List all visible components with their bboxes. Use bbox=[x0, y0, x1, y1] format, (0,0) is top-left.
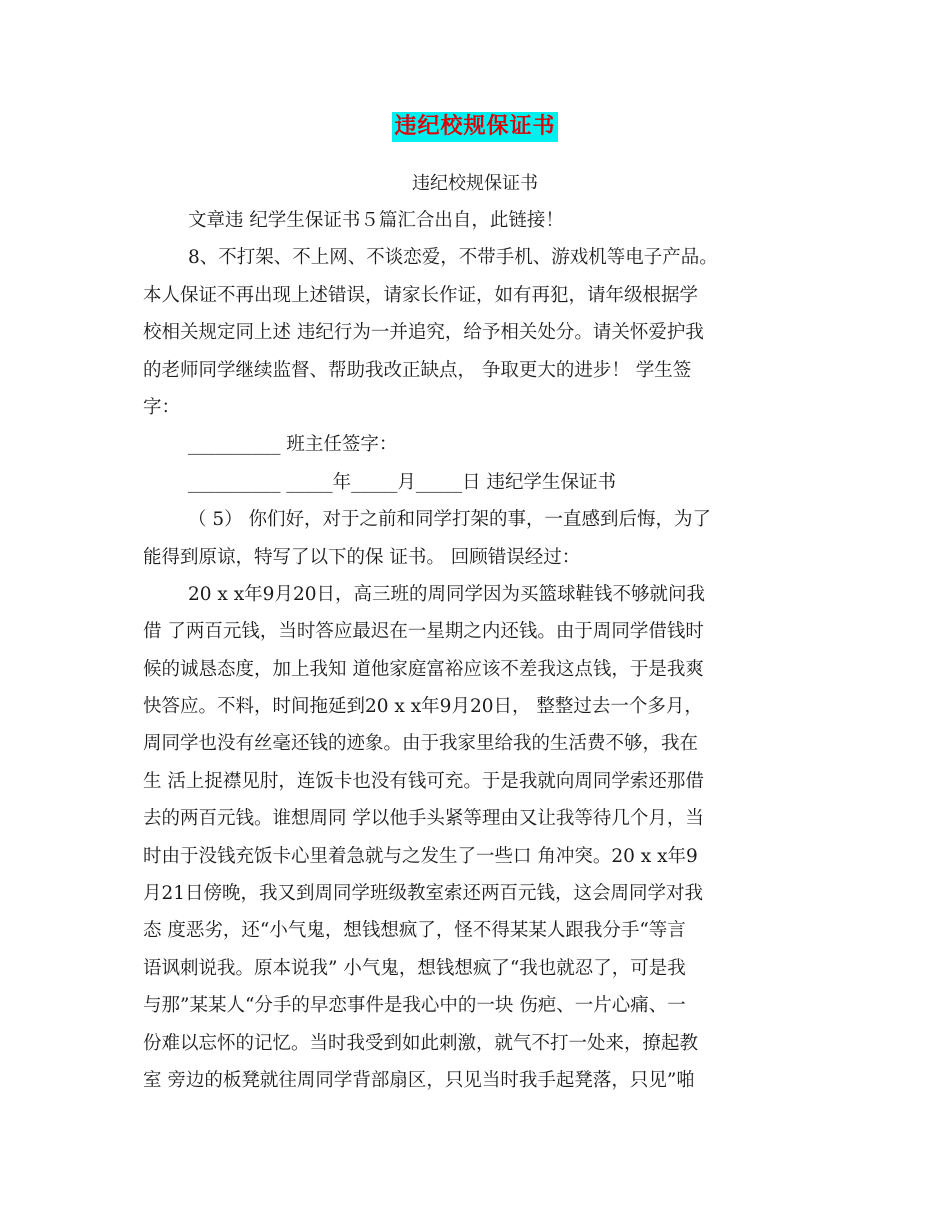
document-body bbox=[143, 202, 808, 1099]
paragraph-line: 与那”某某人“分手的早恋事件是我心中的一块 伤疤、一片心痛、一 bbox=[143, 995, 686, 1017]
document-title: 违纪校规保证书 bbox=[392, 112, 557, 142]
paragraph-line: 的老师同学继续监督、帮助我改正缺点， 争取更大的进步！ 学生签 bbox=[143, 359, 692, 381]
paragraph-line: 月21日傍晚，我又到周同学班级教室索还两百元钱，这会周同学对我 bbox=[143, 883, 704, 905]
title-container bbox=[0, 112, 950, 142]
paragraph-line: 语讽刺说我。原本说我” 小气鬼，想钱想疯了“我也就忍了，可是我 bbox=[143, 957, 686, 979]
paragraph-line: 能得到原谅，特写了以下的保 证书。 回顾错误经过： bbox=[143, 546, 581, 568]
paragraph-line: 本人保证不再出现上述错误，请家长作证，如有再犯，请年级根据学 bbox=[143, 284, 699, 306]
paragraph-line: 态 度恶劣，还“小气鬼，想钱想疯了，怪不得某某人跟我分手“等言 bbox=[143, 920, 686, 942]
document-subtitle: 违纪校规保证书 bbox=[412, 173, 538, 194]
paragraph-line: 生 活上捉襟见肘，连饭卡也没有钱可充。于是我就向周同学索还那借 bbox=[143, 770, 704, 792]
paragraph-line: 份难以忘怀的记忆。当时我受到如此刺激，就气不打一处来，撩起教 bbox=[143, 1032, 699, 1054]
paragraph-line: 字： bbox=[143, 396, 181, 418]
paragraph-line: 候的诚恳态度，加上我知 道他家庭富裕应该不差我这点钱，于是我爽 bbox=[143, 658, 704, 680]
paragraph-line: 快答应。不料，时间拖延到20 x x年9月20日， 整整过去一个多月， bbox=[143, 696, 703, 718]
paragraph-line: 文章违 纪学生保证书５篇汇合出自，此链接！ bbox=[188, 210, 564, 231]
date-line: __________ _____年_____月_____日 违纪学生保证书 bbox=[188, 471, 617, 493]
paragraph-line: 20 x x年9月20日，高三班的周同学因为买篮球鞋钱不够就问我 bbox=[188, 583, 705, 605]
paragraph-line: 去的两百元钱。谁想周同 学以他手头紧等理由又让我等待几个月，当 bbox=[143, 808, 704, 830]
paragraph-line: 周同学也没有丝毫还钱的迹象。由于我家里给我的生活费不够，我在 bbox=[143, 733, 699, 755]
paragraph-line: （ 5） 你们好，对于之前和同学打架的事，一直感到后悔，为了 bbox=[188, 509, 712, 531]
paragraph-line: 时由于没钱充饭卡心里着急就与之发生了一些口 角冲突。20 x x年9 bbox=[143, 845, 698, 867]
signature-line: __________ 班主任签字： bbox=[188, 434, 398, 456]
paragraph-line: 校相关规定同上述 违纪行为一并追究，给予相关处分。请关怀爱护我 bbox=[143, 322, 704, 344]
paragraph-line: 借 了两百元钱，当时答应最迟在一星期之内还钱。由于周同学借钱时 bbox=[143, 621, 704, 643]
paragraph-line: 8、不打架、不上网、不谈恋爱，不带手机、游戏机等电子产品。 bbox=[188, 247, 718, 269]
paragraph-line: 室 旁边的板凳就往周同学背部扇区，只见当时我手起凳落，只见”啪 bbox=[143, 1069, 695, 1091]
